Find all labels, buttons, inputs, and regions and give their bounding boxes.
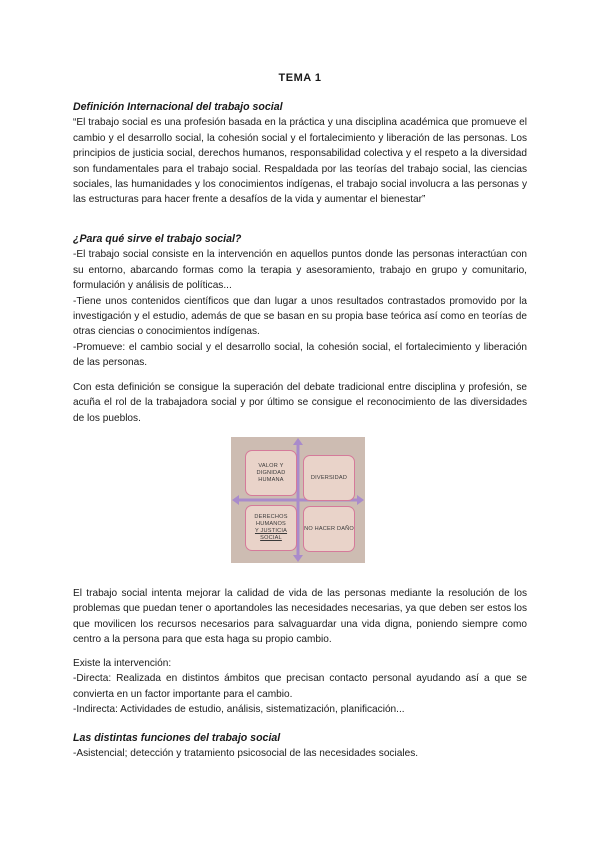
quadrant-rights-line2: Y JUSTICIA SOCIAL <box>254 528 288 541</box>
intervention-direct: -Directa: Realizada en distintos ámbitos que precisan contacto personal ayudando así a que se convierta en un factor importante para el cambio. <box>73 673 527 700</box>
purpose-item-intervention: -El trabajo social consiste en la intervención en aquellos puntos donde las personas interactúan con su entorno, abarcando formas como la terapia y asesoramiento, trabajo en grupo y comunitario, formulación y análisis de políticas... <box>73 249 527 292</box>
section-purpose <box>73 232 527 371</box>
principles-diagram <box>231 437 365 563</box>
quadrant-rights-label <box>246 514 296 542</box>
quality-of-life-paragraph: El trabajo social intenta mejorar la calidad de vida de las personas mediante la resolución de los problemas que puedan tener o aportandoles las necesidades necesarias, ya que deben ser estos los que movilicen los recursos necesarios para salvaguardar una vida digna, poniendo siempre como centro a la persona para que esta haga su propio cambio. <box>73 588 527 646</box>
arrow-head-left <box>232 495 239 505</box>
definition-heading: Definición Internacional del trabajo social <box>73 101 283 113</box>
section-functions <box>73 731 527 762</box>
page-title: TEMA 1 <box>278 72 322 84</box>
arrow-head-down <box>293 555 303 562</box>
purpose-heading: ¿Para qué sirve el trabajo social? <box>73 233 242 245</box>
definition-outcome-paragraph: Con esta definición se consigue la superación del debate tradicional entre disciplina y profesión, se acuña el rol de la trabajadora social y por último se consigue el reconocimiento de las diversidades de los pueblos. <box>73 382 527 424</box>
functions-item-assistance: -Asistencial; detección y tratamiento psicosocial de las necesidades sociales. <box>73 748 419 760</box>
quadrant-diversity <box>303 455 355 501</box>
quadrant-dignity-label: VALOR Y DIGNIDAD HUMANA <box>256 462 286 483</box>
arrow-head-right <box>357 495 364 505</box>
quadrant-rights <box>245 505 297 551</box>
section-quality-of-life <box>73 586 527 648</box>
quadrant-no-harm <box>303 506 355 552</box>
purpose-item-promotes: -Promueve: el cambio social y el desarrollo social, la cohesión social, el fortalecimiento y liberación de las personas. <box>73 341 527 369</box>
section-definition <box>73 100 527 208</box>
quadrant-no-harm-label: NO HACER DAÑO <box>304 525 354 532</box>
functions-heading: Las distintas funciones del trabajo social <box>73 732 281 744</box>
quadrant-rights-line1: DERECHOS HUMANOS <box>254 514 288 527</box>
section-definition-outcome <box>73 380 527 426</box>
definition-quote: “El trabajo social es una profesión basada en la práctica y una disciplina académica que promueve el cambio y el desarrollo social, la cohesión social y el fortalecimiento y liberación de las personas. Los principios de justicia social, derechos humanos, responsabilidad colectiva y el respeto a la diversidad son fundamentales para el trabajo social. Respaldada por las teorías del trabajo social, las ciencias sociales, las humanidades y los conocimientos indígenas, el trabajo social involucra a las personas y las estructuras para hacer frente a desafíos de la vida y aumentar el bienestar” <box>73 117 527 206</box>
section-intervention <box>73 656 527 718</box>
purpose-item-scientific: -Tiene unos contenidos científicos que dan lugar a unos resultados contrastados promovido por la investigación y el estudio, además de que se basan en su propia base teórica así como en teorías de otras ciencias o conocimientos indígenas. <box>73 295 527 338</box>
quadrant-dignity <box>245 450 297 496</box>
intervention-intro: Existe la intervención: <box>73 658 172 669</box>
arrow-head-up <box>293 438 303 445</box>
intervention-indirect: -Indirecta: Actividades de estudio, análisis, sistematización, planificación... <box>73 704 405 716</box>
quadrant-diversity-label: DIVERSIDAD <box>310 474 348 481</box>
